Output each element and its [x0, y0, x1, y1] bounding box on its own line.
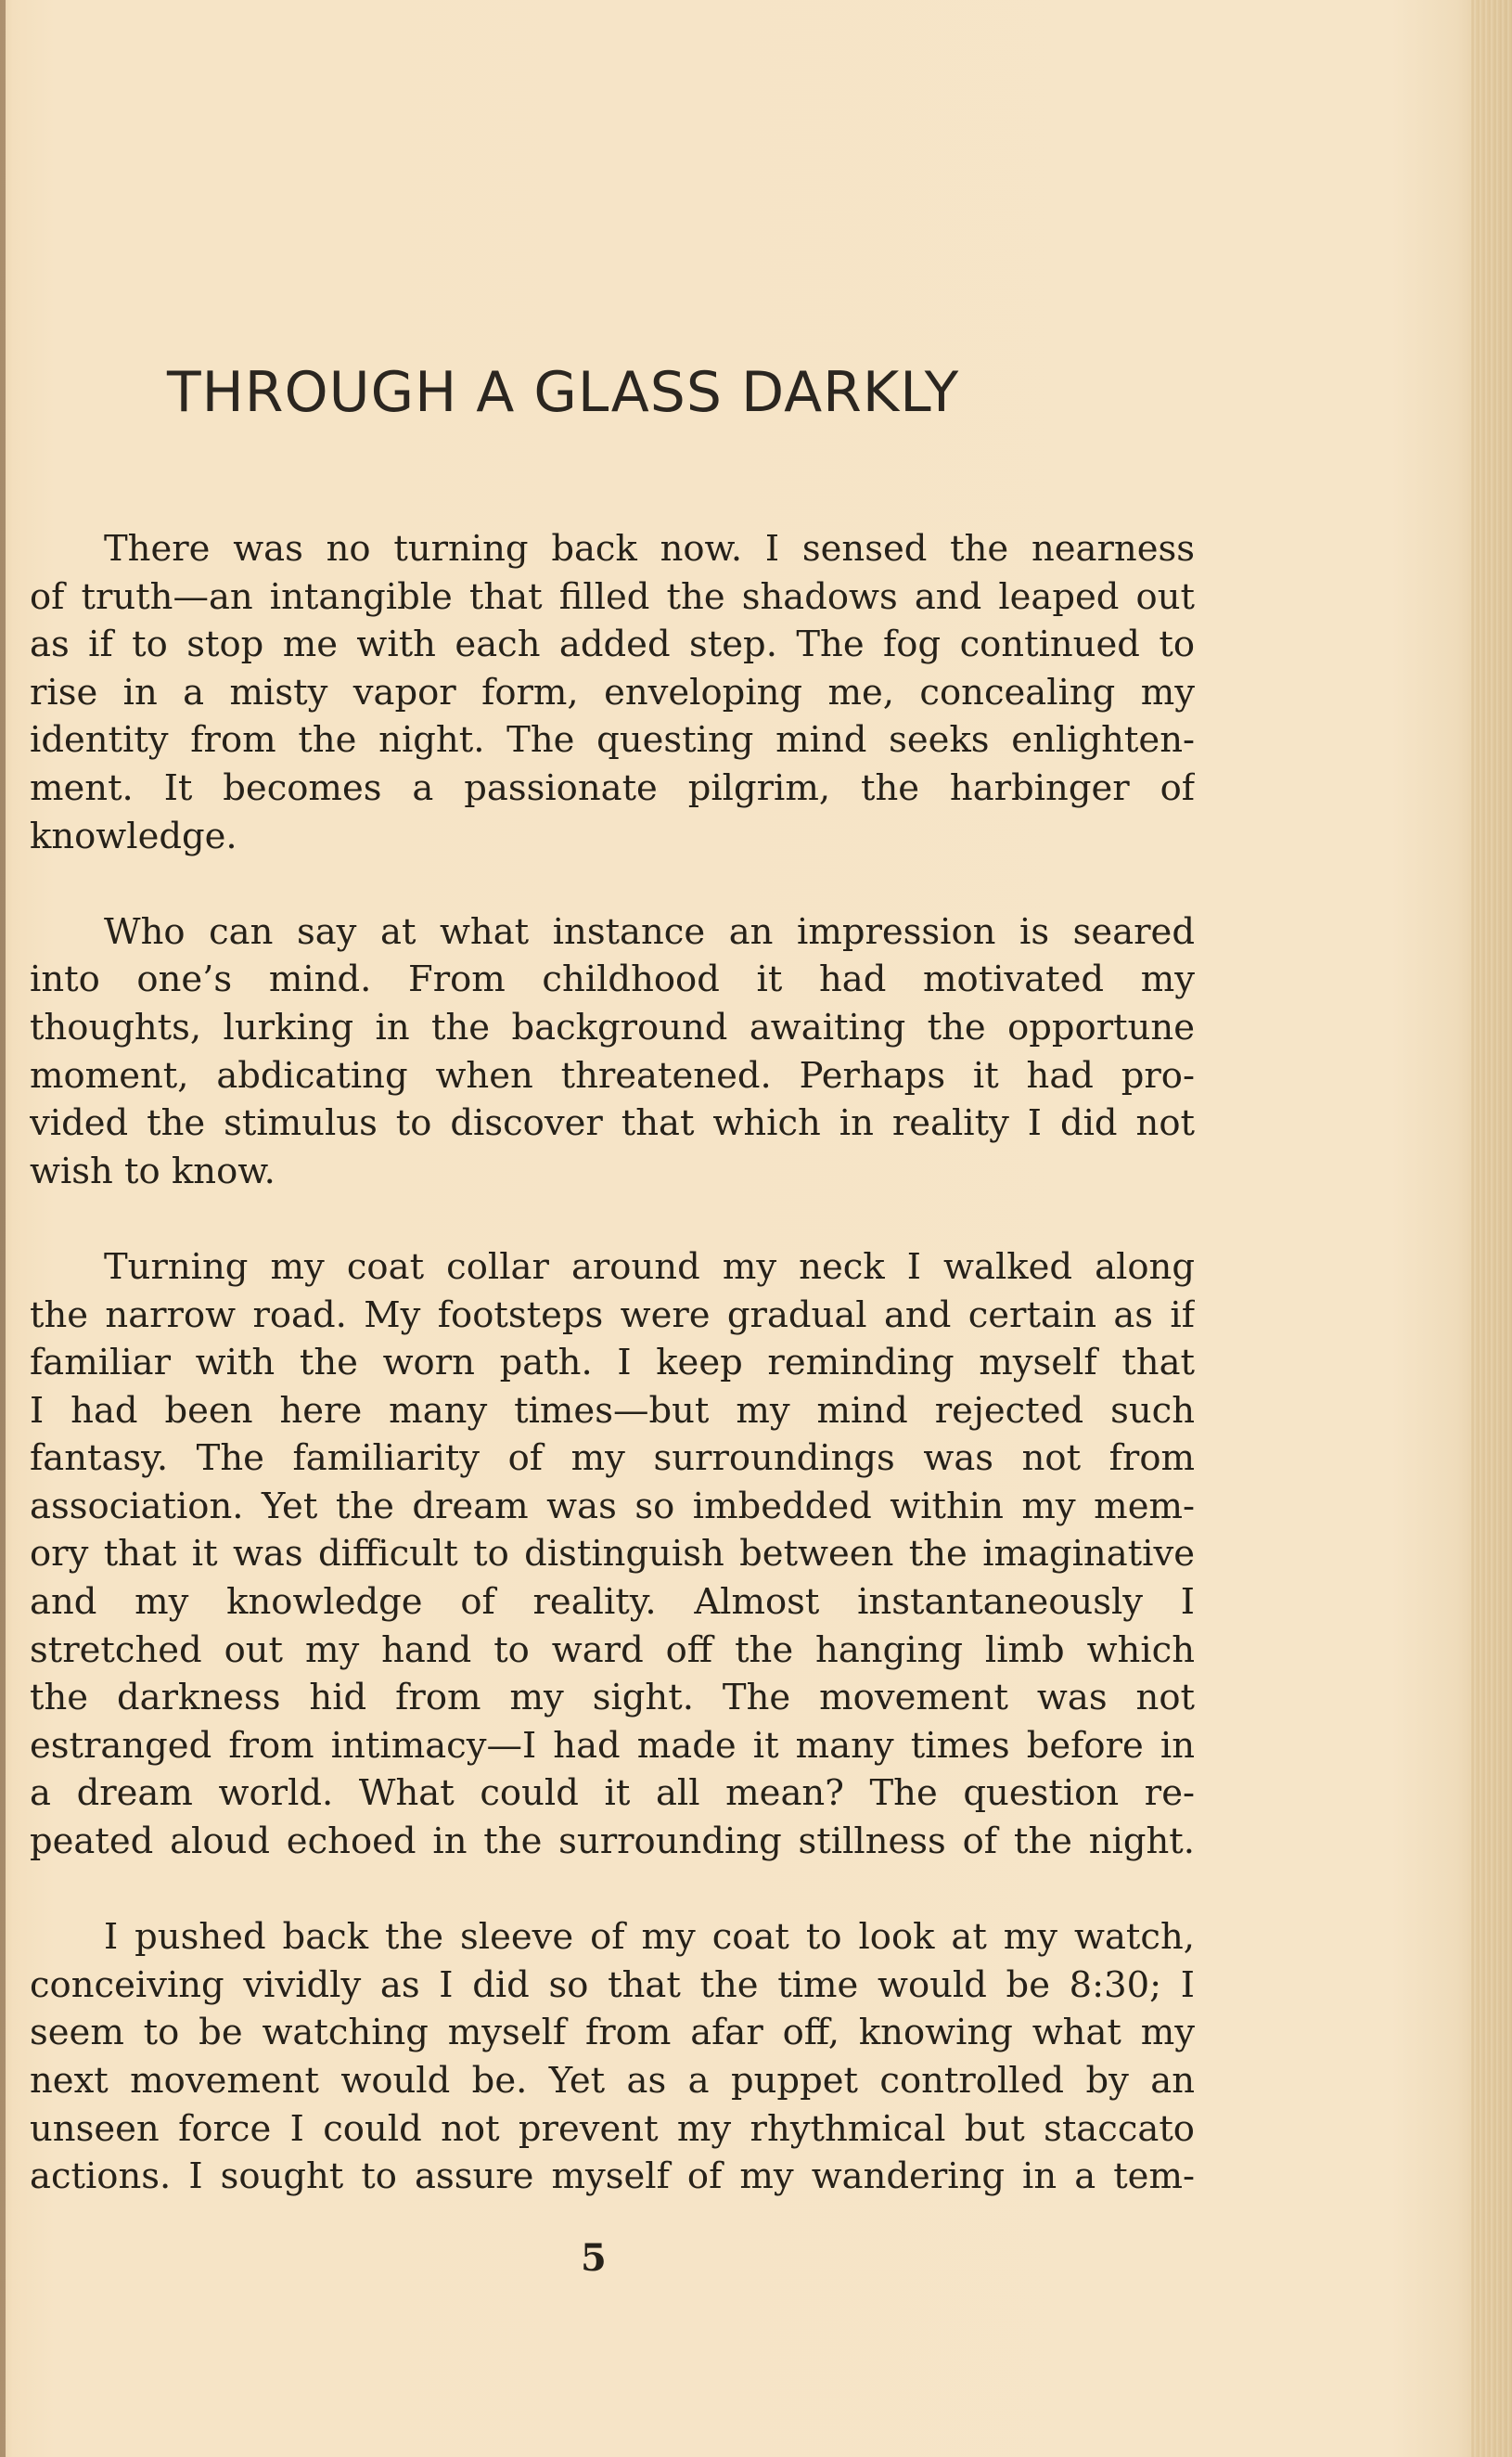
page-number: 5 — [581, 2236, 607, 2280]
paragraph-4 — [30, 1913, 1195, 2201]
text-line: Who can say at what instance an impression is seared — [104, 910, 1195, 953]
text-line: moment, abdicating when threatened. Perhaps it had pro- — [30, 1054, 1195, 1097]
paragraph-1 — [30, 525, 1195, 860]
text-line: as if to stop me with each added step. The fog continued to — [30, 624, 1195, 666]
text-line: a dream world. What could it all mean? The question re- — [30, 1772, 1195, 1815]
text-line: There was no turning back now. I sensed the nearness — [104, 528, 1195, 570]
text-line: vided the stimulus to discover that which in reality I did not — [30, 1102, 1195, 1145]
text-line: I pushed back the sleeve of my coat to look at my watch, — [104, 1916, 1195, 1959]
paragraph-2 — [30, 908, 1195, 1196]
text-line: ment. It becomes a passionate pilgrim, the harbinger of — [30, 766, 1195, 809]
page-fore-edge — [1471, 0, 1512, 2457]
text-line: next movement would be. Yet as a puppet controlled by an — [30, 2060, 1195, 2102]
paragraph-3 — [30, 1243, 1195, 1866]
text-line: of truth—an intangible that filled the shadows and leaped out — [30, 575, 1195, 618]
text-line: stretched out my hand to ward off the hanging limb which — [30, 1628, 1195, 1671]
text-line: identity from the night. The questing mind seeks enlighten- — [30, 719, 1195, 762]
text-line: conceiving vividly as I did so that the time would be 8:30; I — [30, 1963, 1195, 2006]
text-line: into one’s mind. From childhood it had motivated my — [30, 958, 1195, 1001]
binding-edge — [0, 0, 6, 2457]
text-line: Turning my coat collar around my neck I walked along — [104, 1245, 1195, 1288]
body-text — [30, 525, 1195, 2248]
chapter-title: THROUGH A GLASS DARKLY — [167, 360, 960, 425]
text-line: unseen force I could not prevent my rhythmical but staccato — [30, 2107, 1195, 2150]
text-line: knowledge. — [30, 815, 237, 857]
text-line: seem to be watching myself from afar off, knowing what my — [30, 2012, 1195, 2054]
text-line: estranged from intimacy—I had made it many times before in — [30, 1724, 1195, 1767]
text-line: actions. I sought to assure myself of my wandering in a tem- — [30, 2155, 1195, 2198]
text-line: the darkness hid from my sight. The movement was not — [30, 1677, 1195, 1719]
text-line: peated aloud echoed in the surrounding stillness of the night. — [30, 1820, 1195, 1863]
text-line: the narrow road. My footsteps were gradual and certain as if — [30, 1293, 1195, 1336]
text-line: I had been here many times—but my mind rejected such — [30, 1389, 1195, 1432]
text-line: and my knowledge of reality. Almost instantaneously I — [30, 1581, 1195, 1624]
text-line: association. Yet the dream was so imbedded within my mem- — [30, 1485, 1195, 1527]
text-line: wish to know. — [30, 1150, 275, 1192]
text-line: thoughts, lurking in the background awaiting the opportune — [30, 1006, 1195, 1048]
text-line: rise in a misty vapor form, enveloping me, concealing my — [30, 671, 1195, 714]
text-line: ory that it was difficult to distinguish between the imaginative — [30, 1533, 1195, 1576]
text-line: fantasy. The familiarity of my surroundings was not from — [30, 1437, 1195, 1480]
text-line: familiar with the worn path. I keep reminding myself that — [30, 1342, 1195, 1384]
